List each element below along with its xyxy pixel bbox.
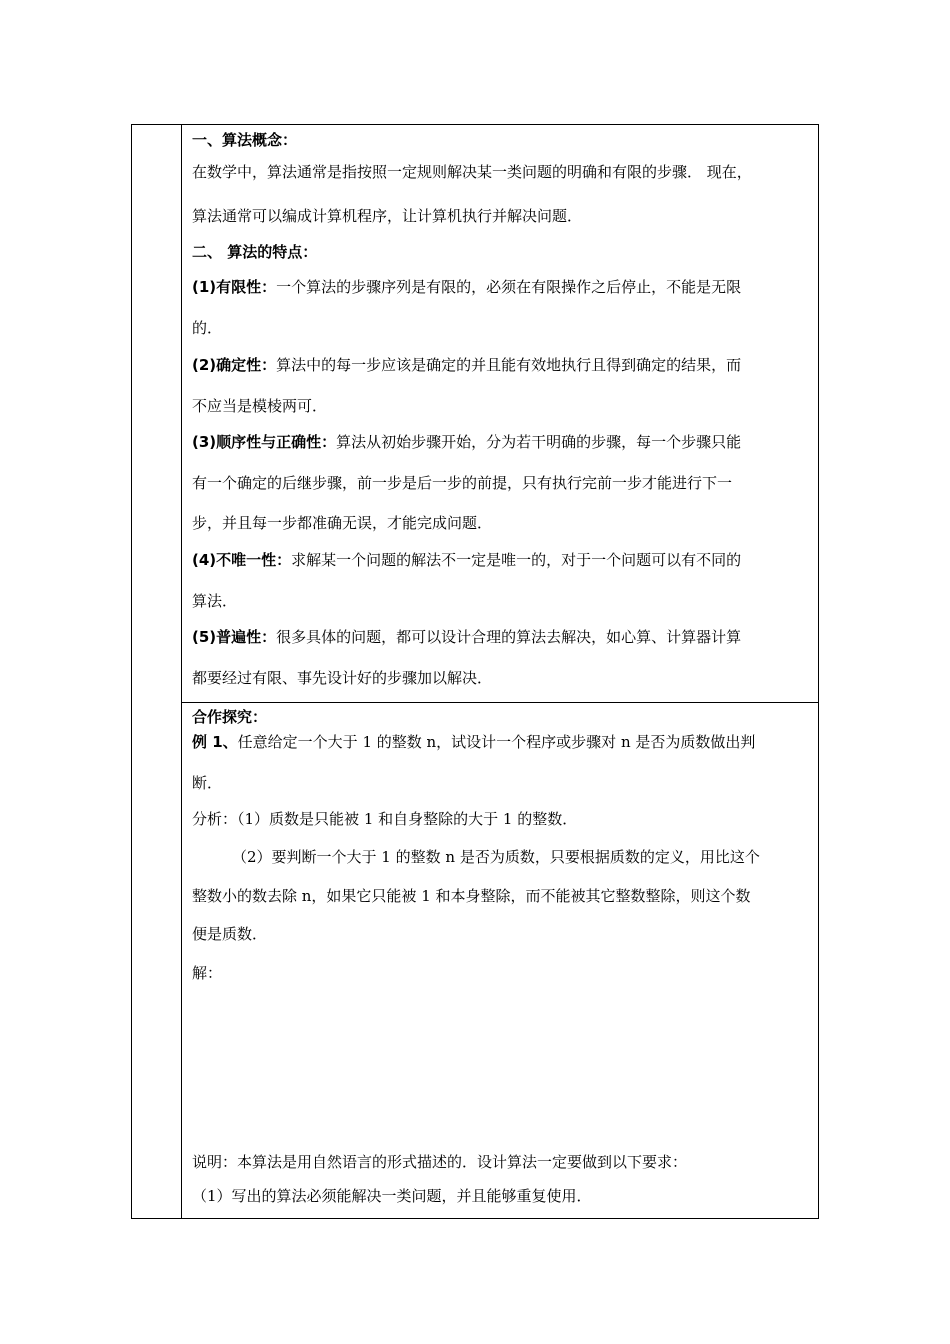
note-line: （1）写出的算法必须能解决一类问题，并且能够重复使用．: [192, 1187, 592, 1205]
section-heading: 合作探究：: [192, 708, 268, 726]
exploration-cell: [182, 703, 818, 1218]
feature-label: (4)不唯一性：: [192, 551, 292, 569]
feature-label: (5)普遍性：: [192, 628, 277, 646]
paragraph-line: 在数学中，算法通常是指按照一定规则解决某一类问题的明确和有限的步骤． 现在，: [192, 163, 752, 181]
feature-line: (3)顺序性与正确性：算法从初始步骤开始，分为若干明确的步骤，每一个步骤只能: [192, 433, 742, 451]
feature-label: (3)顺序性与正确性：: [192, 433, 337, 451]
paragraph-line: 的．: [192, 319, 223, 337]
feature-line: (4)不唯一性：求解某一个问题的解法不一定是唯一的，对于一个问题可以有不同的: [192, 551, 742, 569]
section-heading: 二、 算法的特点：: [192, 243, 318, 261]
content-table: [131, 124, 819, 1219]
paragraph-line: 都要经过有限、事先设计好的步骤加以解决．: [192, 669, 493, 687]
feature-label: (1)有限性：: [192, 278, 277, 296]
paragraph-line: 步，并且每一步都准确无误，才能完成问题．: [192, 514, 493, 532]
paragraph-line: 断．: [192, 774, 223, 792]
solution-label: 解：: [192, 964, 223, 982]
analysis-line: 整数小的数去除 n，如果它只能被 1 和本身整除，而不能被其它整数整除，则这个数: [192, 887, 751, 905]
section-heading: 一、算法概念：: [192, 131, 298, 149]
feature-line: (2)确定性：算法中的每一步应该是确定的并且能有效地执行且得到确定的结果，而: [192, 356, 742, 374]
example-label: 例 1、: [192, 733, 238, 751]
feature-label: (2)确定性：: [192, 356, 277, 374]
note-line: 说明：本算法是用自然语言的形式描述的．设计算法一定要做到以下要求：: [192, 1153, 688, 1171]
feature-line: (5)普遍性：很多具体的问题，都可以设计合理的算法去解决，如心算、计算器计算: [192, 628, 742, 646]
left-column: [132, 125, 182, 1218]
paragraph-line: 不应当是模棱两可．: [192, 397, 328, 415]
analysis-line: （2）要判断一个大于 1 的整数 n 是否为质数，只要根据质数的定义，用比这个: [232, 848, 760, 866]
paragraph-line: 有一个确定的后继步骤，前一步是后一步的前提，只有执行完前一步才能进行下一: [192, 474, 733, 492]
paragraph-line: 算法通常可以编成计算机程序，让计算机执行并解决问题．: [192, 207, 583, 225]
example-line: 例 1、任意给定一个大于 1 的整数 n，试设计一个程序或步骤对 n 是否为质数做出判: [192, 733, 756, 751]
concept-cell: [182, 125, 818, 703]
analysis-line: 便是质数．: [192, 925, 268, 943]
feature-line: (1)有限性：一个算法的步骤序列是有限的，必须在有限操作之后停止，不能是无限: [192, 278, 742, 296]
paragraph-line: 算法．: [192, 592, 238, 610]
analysis-line: 分析：（1）质数是只能被 1 和自身整除的大于 1 的整数．: [192, 810, 578, 828]
